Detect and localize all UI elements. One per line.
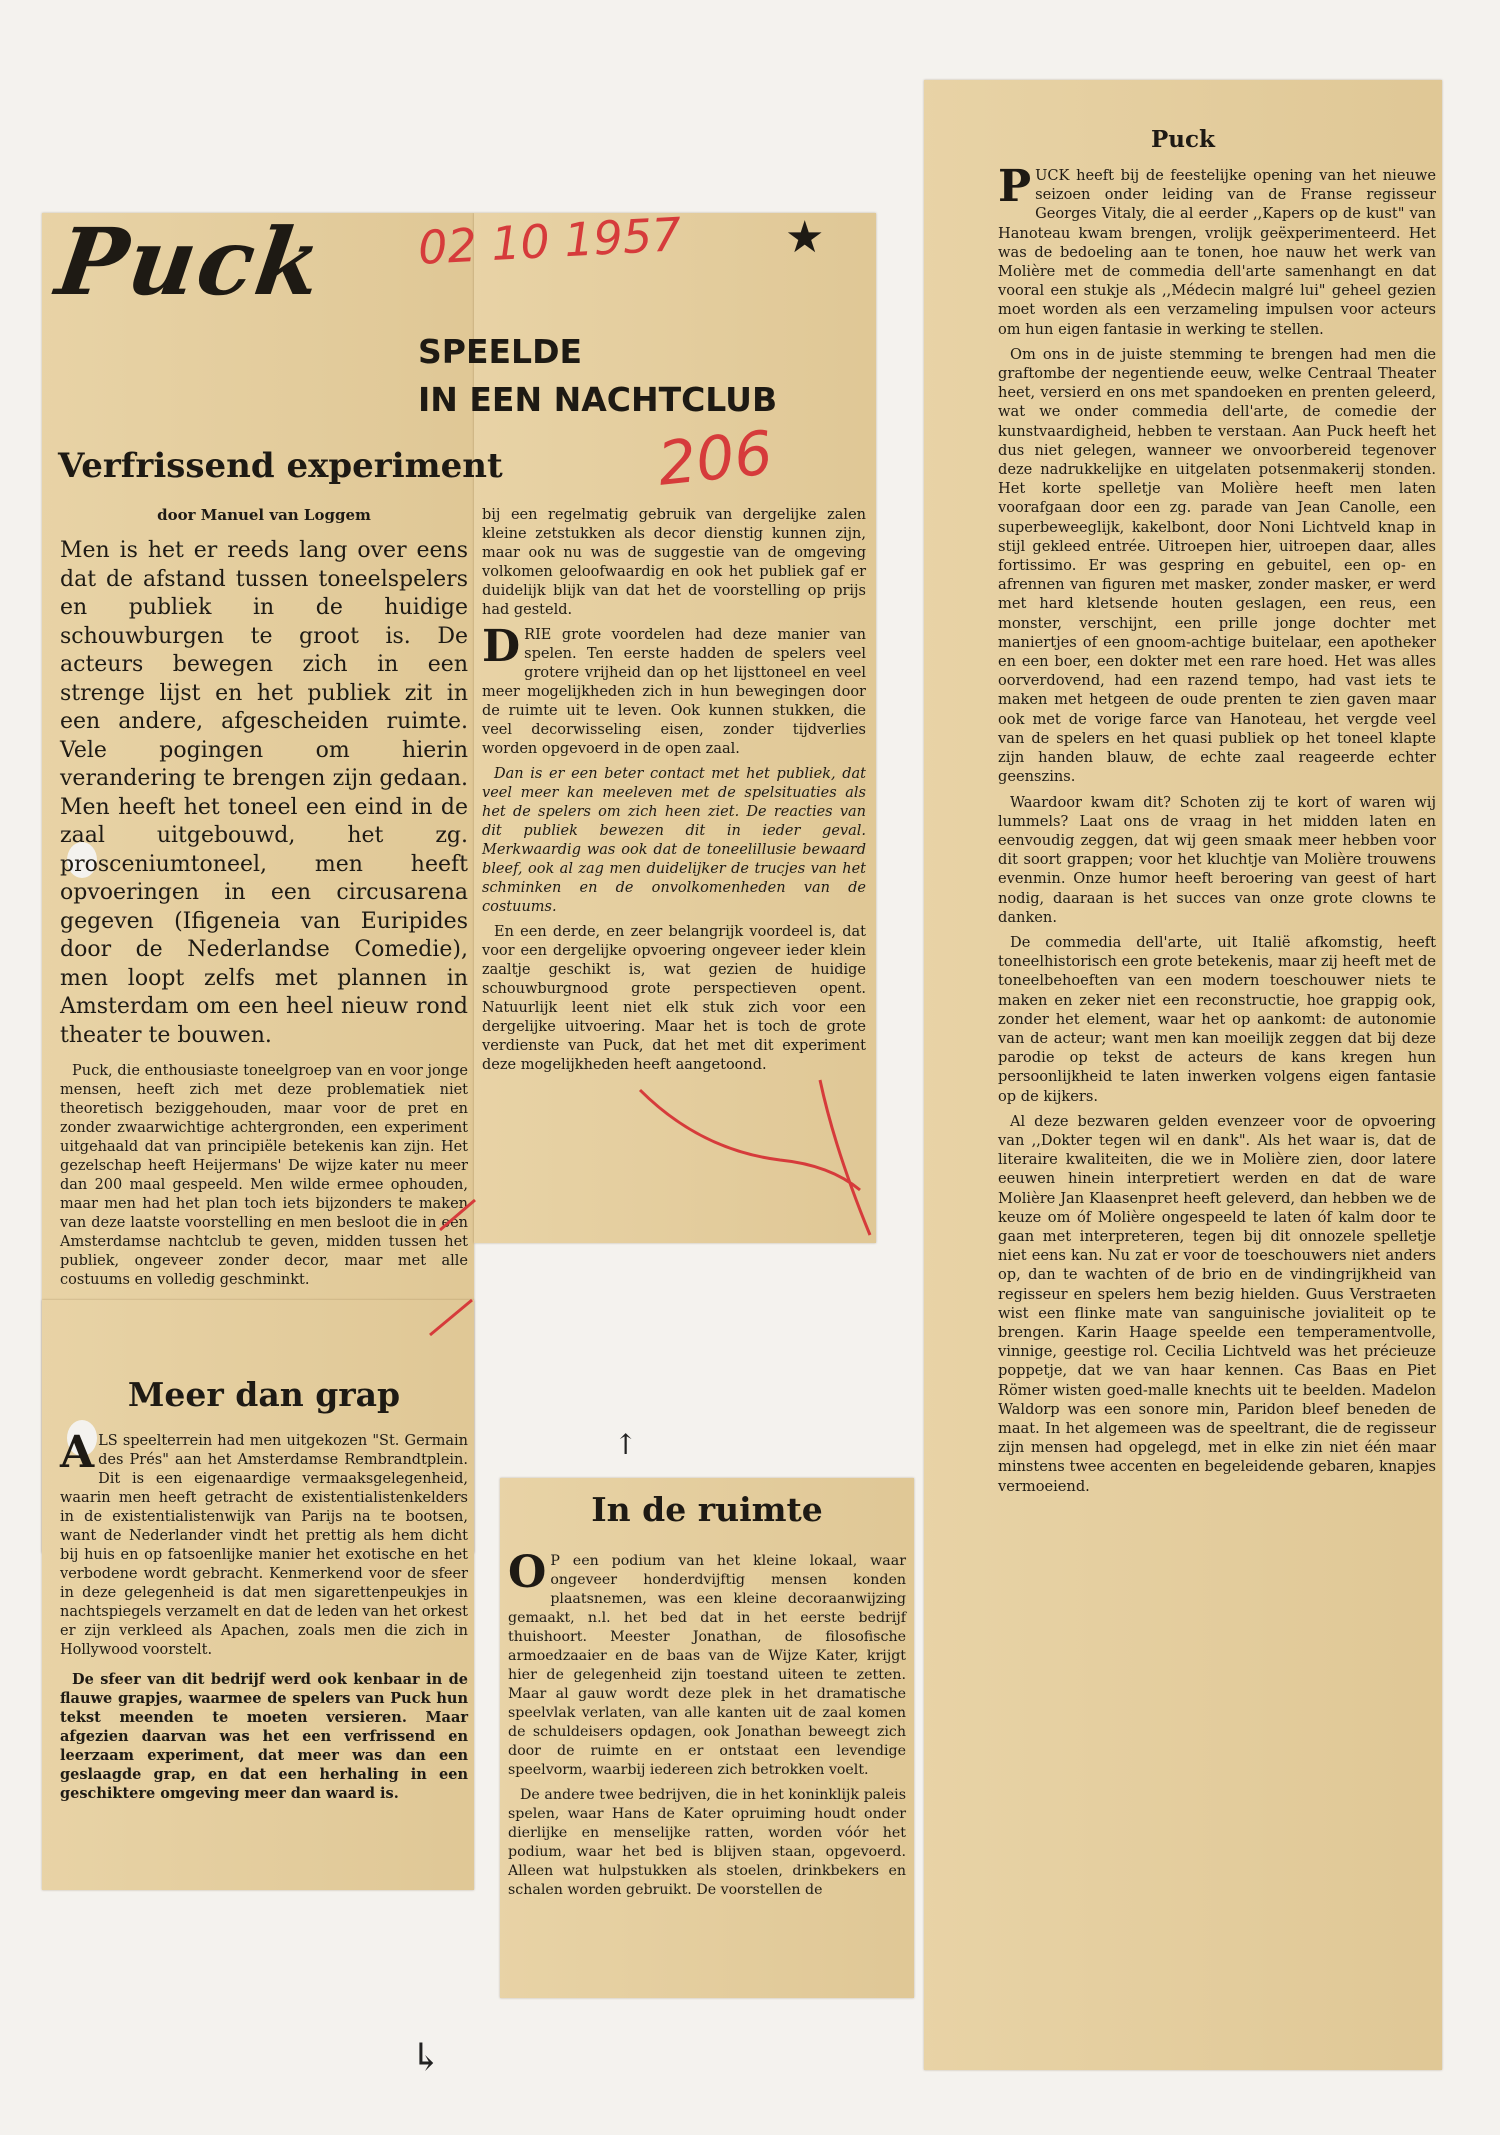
star-icon: ★ bbox=[785, 212, 825, 263]
arrow-up-annotation: ↑ bbox=[614, 1428, 638, 1461]
page-number-annotation: 206 bbox=[654, 418, 776, 500]
drop-cap: A bbox=[60, 1427, 95, 1478]
paragraph: Puck, die enthousiaste toneelgroep van en voor jonge mensen, heeft zich met deze problematiek niet theoretisch beziggehouden, maar voor de pret en zonder zwaarwichtige achtergronden, een experiment uitgehaald dat van principiële betekenis kan zijn. Het gezelschap heeft Heijermans' De wijze kater nu meer dan 200 maal gespeeld. Men wilde ermee ophouden, maar men had het plan toch iets bijzonders te maken van deze laatste voorstelling en men besloot die in een Amsterdamse nachtclub te geven, midden tussen het publiek, ongeveer zonder decor, maar met alle costuums en volledig geschminkt. bbox=[60, 1063, 468, 1288]
paragraph: Al deze bezwaren gelden evenzeer voor de opvoering van ,,Dokter tegen wil en dank". Als het waar is, dat de literaire kwaliteiten, die we in Molière zien, door latere eeuwen hinein interpretiert werden en dat de ware Molière Jan Klaasenpret heeft geleverd, dan hebben we de keuze om óf Molière ongespeeld te laten óf kalm door te gaan met interpreteren, tegen bij dit onnozele spelletje niet eens kan. Nu zat er voor de toeschouwers niet anders op, dan te wachten of de brio en de vindingrijkheid van regisseur en spelers hem bezig hielden. Guus Verstraeten wist een flinke mate van sanguinische jovialiteit op te brengen. Karin Haage speelde een temperamentvolle, vinnige, geestige rol. Cecilia Lichtveld was het précieuze poppetje, dat we van haar kennen. Cas Baas en Piet Römer wisten goed-malle knechts uit te beelden. Madelon Waldorp was een sonore min, Paridon bleef beneden de maat. In het algemeen was de speeltrant, die de regisseur zijn mensen had opgelegd, met in elke zin niet één maar minstens twee accenten en begeleidende gebaren, knapjes vermoeiend. bbox=[998, 1112, 1436, 1495]
section-heading: Puck bbox=[1151, 126, 1215, 153]
paragraph: Waardoor kwam dit? Schoten zij te kort of waren wij lummels? Laat ons de vraag in het midden laten en eenvoudig zeggen, dat wij geen smaak meer hebben voor dit soort grappen; voor het kluchtje van Molière trouwens evenmin. Onze humor heeft beroering van geest of hart nodig, daaraan is het succes van onze grote clowns te danken. bbox=[998, 793, 1436, 926]
paragraph: bij een regelmatig gebruik van dergelijke zalen kleine zetstukken als decor dienstig kunnen zijn, maar ook nu was de suggestie van de omgeving volkomen geloofwaardig en ook het publiek gaf er duidelijk blijk van dat het de voorstelling op prijs had gesteld. bbox=[482, 507, 866, 618]
paragraph: O P een podium van het kleine lokaal, waar ongeveer honderdvijftig mensen konden plaatsnemen, was een kleine decoraanwijzing gemaakt, n.l. het bed dat in het eerste bedrijf thuishoort. Meester Jonathan, de filosofische armoedzaaier en de baas van de Wijze Kater, krijgt hier de gelegenheid zijn toestand uiteen te zetten. Maar al gauw wordt deze plek in het dramatische speelvlak verlaten, van alle kanten uit de zaal komen de schuldeisers opdagen, ook Jonathan beweegt zich door de ruimte en er ontstaat een levendige speelvorm, waarbij iedereen zich betrokken voelt. bbox=[508, 1547, 906, 1778]
paragraph: ALS speelterrein had men uitgekozen "St. Germain des Prés" aan het Amsterdamse Rembrandtplein. Dit is een eigenaardige vermaaksgelegenheid, waarin men heeft getracht de existentialistenkelders in de existentialistenwijk van Parijs na te bootsen, want de Nederlander vindt het prettig als hem dicht bij huis en op fatsoenlijke manier het exotische en het verbodene wordt gebracht. Kenmerkend voor de sfeer in deze gelegenheid is dat men sigarettenpeukjes in nachtspiegels verzamelt en dat de leden van het orkest er zijn verkleed als Apachen, zoals men die zich in Hollywood voorstelt. bbox=[60, 1427, 468, 1658]
headline-line-1: SPEELDE bbox=[418, 332, 583, 371]
paragraph: Om ons in de juiste stemming te brengen had men die graftombe der negentiende eeuw, welke Centraal Theater heet, versierd en ons met spandoeken en prenten geleerd, wat we onder commedia dell'arte, de comedie der kunstvaardigheid, hebben te verstaan. Aan Puck heeft het dus niet gelegen, wanneer we onvoorbereid tegenover deze nadrukkelijke en uitgelaten potsenmakerij stonden. Het korte spelletje van Molière heeft men laten voorafgaan door een zg. parade van Jean Canolle, een superbeweeglijk, kakelbont, door Noni Lichtveld knap in stijl gekleed entrée. Uitroepen hier, uitroepen daar, alles fortissimo. Er was gespring en gebuitel, een op- en afrennen van figuren met masker, zonder masker, er werd met hard kletsende houten geslagen, een reus, een monster, verschijnt, een prille jonge dochter met maniertjes of een gnoom-achtige buitelaar, een apotheker en een boer, een dokter met een rare hoed. Het was alles oorverdovend, had een razend tempo, had vast iets te maken met hetgeen de oude prenten te zien gaven maar ook met de vorige farce van Hanoteau, het vergde veel van de spelers en het quasi publiek op het toneel klapte zijn handen blauw, de echte zaal reageerde echter geenszins. bbox=[998, 345, 1436, 786]
red-pen-line bbox=[820, 1080, 870, 1235]
byline: door Manuel van Loggem bbox=[157, 506, 371, 524]
masthead-logo: Puck bbox=[50, 208, 330, 316]
paragraph: PUCK heeft bij de feestelijke opening van het nieuwe seizoen onder leiding van de Franse regisseur Georges Vitaly, die al eerder ,,Kapers op de kust" van Hanoteau kwam brengen, vrolijk geëxperimenteerd. Het was de bedoeling aan te tonen, hoe nauw het werk van Molière met de commedia dell'arte samenhangt en dat vooral een stukje als ,,Médecin malgré lui" geheel gezien moet worden als een verzameling impulsen voor acteurs om hun eigen fantasie in werking te stellen. bbox=[998, 161, 1436, 338]
arrow-corner-annotation: ↳ bbox=[410, 2035, 442, 2079]
drop-cap: D bbox=[482, 621, 521, 672]
paragraph: En een derde, en zeer belangrijk voordeel is, dat voor een dergelijke opvoering ongeveer ieder klein zaaltje geschikt is, wat gezien de huidige schouwburgnood grote perspectieven opent. Natuurlijk leent niet elk stuk zich voor een dergelijke uitvoering. Maar het is toch de grote verdienste van Puck, dat het met dit experiment deze mogelijkheden heeft aangetoond. bbox=[482, 924, 866, 1073]
headline-line-2: IN EEN NACHTCLUB bbox=[418, 380, 778, 419]
red-pen-line bbox=[440, 1200, 475, 1230]
drop-cap: O bbox=[508, 1547, 547, 1598]
section-heading: Meer dan grap bbox=[127, 1375, 401, 1414]
paragraph: De commedia dell'arte, uit Italië afkomstig, heeft toneelhistorisch een grote betekenis, maar zij heeft met de toneelbehoeften van een modern toeschouwer niets te maken en zeker niet een reconstructie, hoe grappig ook, zonder het element, waar het op aankomt: de autonomie van de acteur; want men kan moeilijk zeggen dat bij deze parodie op tekst de acteurs de kans kregen hun persoonlijkheid te laten inwerken volgens eigen fantasie op de kijkers. bbox=[998, 933, 1436, 1105]
subtitle: Verfrissend experiment bbox=[58, 446, 503, 486]
red-pen-line bbox=[430, 1300, 472, 1335]
paragraph: DRIE grote voordelen had deze manier van spelen. Ten eerste hadden de spelers veel grotere vrijheid dan op het lijsttoneel en veel meer mogelijkheden zich in hun bewegingen door de ruimte uit te leven. Ook kunnen stukken, die veel decorwisseling eisen, zonder tijdverlies worden opgevoerd in de open zaal. bbox=[482, 621, 866, 757]
paragraph: Dan is er een beter contact met het publiek, dat veel meer kan meeleven met de spelsituaties als het de spelers om zich heen ziet. De reacties van dit publiek bewezen dit in ieder geval. Merkwaardig was ook dat de toneelillusie bewaard bleef, ook al zag men duidelijker de trucjes van het schminken en de onvolkomenheden van de costuums. bbox=[482, 766, 866, 915]
paragraph: De sfeer van dit bedrijf werd ook kenbaar in de flauwe grapjes, waarmee de spelers van Puck hun tekst meenden te moeten versieren. Maar afgezien daarvan was het een verfrissend en leerzaam experiment, dat meer was dan een geslaagde grap, en dat een herhaling in een geschiktere omgeving meer dan waard is. bbox=[60, 1671, 468, 1802]
drop-cap: P bbox=[998, 161, 1032, 212]
date-stamp: 02 10 1957 bbox=[416, 207, 683, 275]
section-heading: In de ruimte bbox=[591, 1490, 823, 1529]
paragraph: De andere twee bedrijven, die in het koninklijk paleis spelen, waar Hans de Kater opruiming houdt onder dierlijke en menselijke ratten, worden vóór het podium, waar het bed is blijven staan, opgevoerd. Alleen wat hulpstukken als stoelen, drinkbekers en schalen worden gebruikt. De voorstellen de bbox=[508, 1787, 906, 1898]
intro-paragraph: Men is het er reeds lang over eens dat de afstand tussen toneelspelers en publiek in de huidige schouwburgen te groot is. De acteurs bewegen zich in een strenge lijst en het publiek zit in een andere, afgescheiden ruimte. Vele pogingen om hierin verandering te brengen zijn gedaan. Men heeft het toneel een eind in de zaal uitgebouwd, het zg. prosceniumtoneel, men heeft opvoeringen in een circusarena gegeven (Ifigeneia van Euripides door de Nederlandse Comedie), men loopt zelfs met plannen in Amsterdam om een heel nieuw rond theater te bouwen. bbox=[60, 538, 468, 1048]
